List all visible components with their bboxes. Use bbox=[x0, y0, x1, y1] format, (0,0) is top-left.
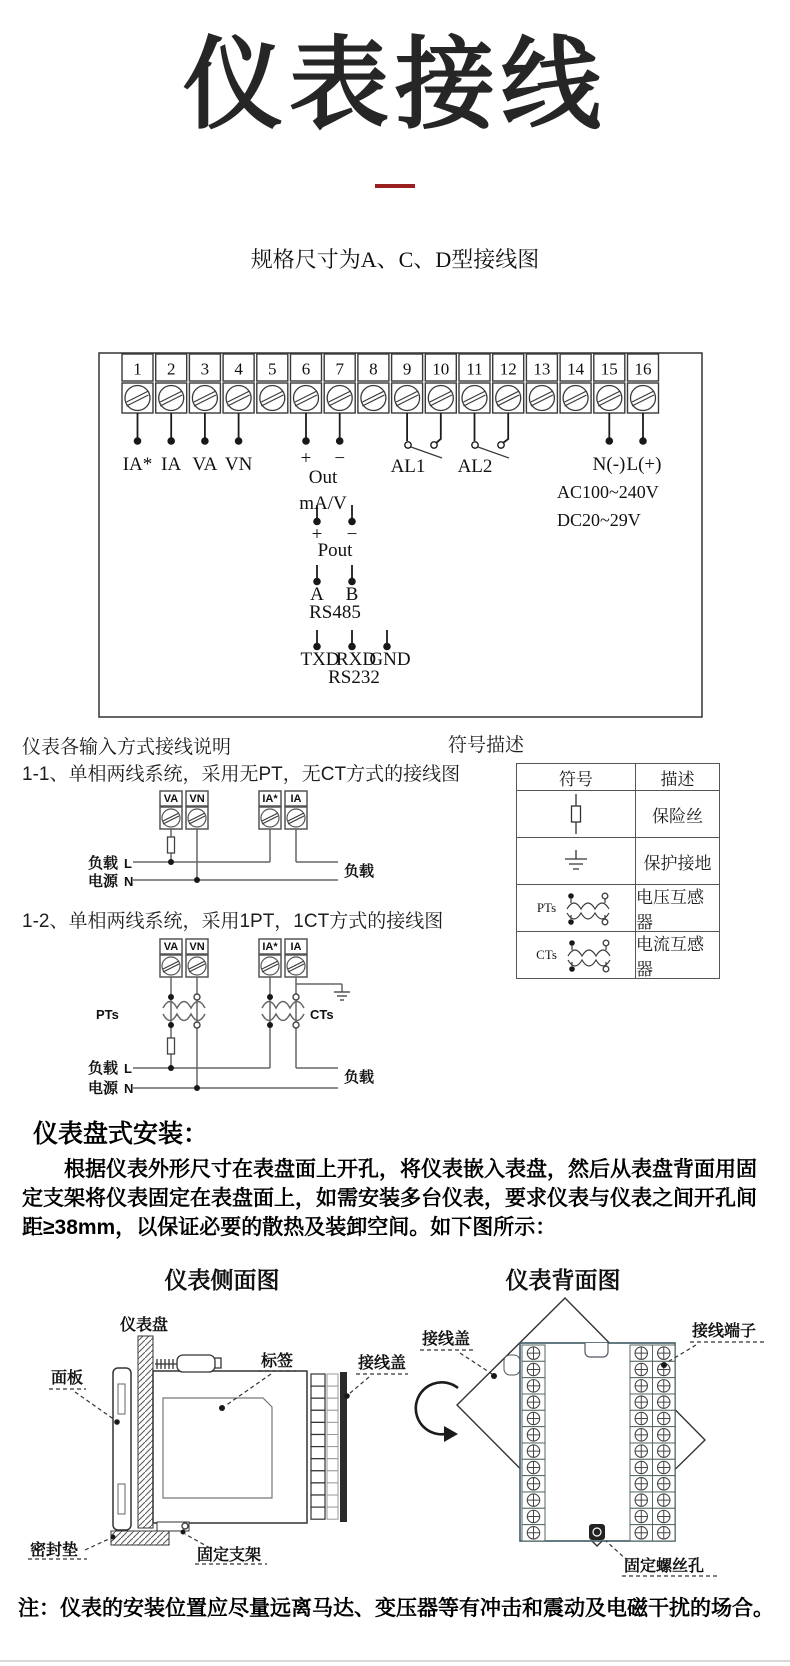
svg-text:VN: VN bbox=[189, 941, 205, 953]
side-view-title: 仪表侧面图 bbox=[164, 1268, 280, 1293]
mini-terminal-ia-star bbox=[259, 939, 281, 977]
desc-fuse: 保险丝 bbox=[652, 806, 703, 826]
bottom-rule bbox=[0, 1660, 790, 1662]
svg-text:IA*: IA* bbox=[262, 941, 278, 953]
label-front-panel: 面板 bbox=[50, 1370, 84, 1387]
diagram-1-2-title: 1-2、单相两线系统，采用1PT，1CT方式的接线图 bbox=[22, 911, 444, 932]
subtitle: 规格尺寸为A、C、D型接线图 bbox=[250, 247, 540, 272]
panel-board bbox=[138, 1336, 153, 1528]
terminal-wiring-diagram bbox=[98, 352, 703, 718]
mini-label-vn: VN bbox=[189, 793, 205, 805]
desc-pt: 电压互感器 bbox=[636, 888, 704, 932]
label-al1: AL1 bbox=[390, 456, 426, 477]
label-rxd: RXD bbox=[335, 649, 377, 670]
label-panel-board: 仪表盘 bbox=[119, 1317, 169, 1334]
symbol-section-title: 符号描述 bbox=[448, 735, 525, 756]
symbol-table bbox=[516, 763, 720, 979]
terminal-10 bbox=[425, 354, 456, 413]
label-out: Out bbox=[308, 467, 338, 488]
terminal-1 bbox=[122, 354, 153, 413]
label-gnd: GND bbox=[369, 649, 411, 670]
header-description: 描述 bbox=[660, 769, 695, 789]
table-row-ct bbox=[517, 931, 719, 978]
terminal-number: 13 bbox=[533, 359, 551, 379]
label-line-l: L bbox=[124, 1061, 132, 1076]
label-rs485-b: B bbox=[345, 584, 359, 605]
mini-label-ia-star: IA* bbox=[262, 793, 278, 805]
label-terminal-cover: 接线盖 bbox=[357, 1355, 407, 1372]
ct-transformer-icon bbox=[262, 994, 304, 1028]
terminal-13 bbox=[526, 354, 557, 413]
mini-terminal-ia bbox=[285, 791, 307, 829]
input-methods-title: 仪表各输入方式接线说明 bbox=[22, 737, 232, 758]
label-pout-minus: − bbox=[346, 524, 358, 545]
terminal-number: 7 bbox=[335, 359, 344, 379]
fuse-icon bbox=[168, 837, 175, 853]
mini-label-va: VA bbox=[163, 793, 179, 805]
label-load-right: 负载 bbox=[344, 863, 375, 880]
desc-earth: 保护接地 bbox=[643, 853, 712, 873]
protective-earth-icon bbox=[562, 850, 590, 872]
desc-ct: 电流互感器 bbox=[636, 935, 704, 979]
install-heading: 仪表盘式安装： bbox=[33, 1120, 209, 1148]
terminal-5 bbox=[257, 354, 288, 413]
label-rs232: RS232 bbox=[328, 667, 380, 688]
label-source: 电源 bbox=[88, 1080, 119, 1097]
fuse-icon bbox=[566, 794, 586, 834]
terminal-number: 16 bbox=[634, 359, 652, 379]
label-line-n: N bbox=[124, 1081, 134, 1096]
title-accent-rule bbox=[375, 184, 415, 188]
label-tag: 标签 bbox=[260, 1353, 294, 1370]
terminal-9 bbox=[392, 354, 423, 413]
rotate-arrow-icon bbox=[416, 1382, 458, 1434]
terminal-7 bbox=[324, 354, 355, 413]
mini-terminal-ia bbox=[285, 939, 307, 977]
label-cts: CTs bbox=[536, 947, 557, 962]
label-pts: PTs bbox=[536, 900, 557, 915]
label-al2: AL2 bbox=[457, 456, 493, 477]
label-pout: Pout bbox=[317, 540, 353, 561]
back-view-diagram bbox=[398, 1293, 790, 1598]
terminal-number: 15 bbox=[600, 359, 618, 379]
back-view-title: 仪表背面图 bbox=[505, 1268, 621, 1293]
label-out-minus: − bbox=[334, 448, 346, 469]
diagram-1-1-title: 1-1、单相两线系统，采用无PT，无CT方式的接线图 bbox=[22, 764, 461, 785]
al2-contact-icon bbox=[472, 413, 509, 458]
page-title: 仪表接线 bbox=[183, 29, 607, 141]
terminal-number: 14 bbox=[567, 359, 585, 379]
terminal-number: 10 bbox=[432, 359, 450, 379]
header-symbol: 符号 bbox=[517, 764, 636, 790]
label-vn: VN bbox=[224, 454, 253, 475]
terminal-12 bbox=[493, 354, 524, 413]
terminal-number: 3 bbox=[200, 359, 210, 379]
al1-contact-icon bbox=[405, 413, 442, 458]
label-n: N(-) bbox=[592, 454, 626, 475]
label-out-plus: + bbox=[300, 448, 312, 469]
mini-terminal-vn bbox=[186, 791, 208, 829]
label-terminals: 接线端子 bbox=[692, 1323, 757, 1340]
label-source: 电源 bbox=[88, 873, 119, 890]
terminal-4 bbox=[223, 354, 254, 413]
terminal-number: 12 bbox=[499, 359, 517, 379]
terminal-strip bbox=[122, 354, 659, 413]
table-row-pt bbox=[517, 884, 719, 931]
terminal-14 bbox=[560, 354, 591, 413]
mini-terminal-ia-star bbox=[259, 791, 281, 829]
terminal-8 bbox=[358, 354, 389, 413]
label-line-n: N bbox=[124, 874, 134, 889]
mini-terminal-va bbox=[160, 791, 182, 829]
label-dc-range: DC20~29V bbox=[557, 510, 641, 530]
terminal-number: 2 bbox=[166, 359, 176, 379]
label-va: VA bbox=[192, 454, 218, 475]
top-tab bbox=[585, 1343, 608, 1357]
bracket-screw-icon bbox=[155, 1355, 221, 1372]
label-bracket: 固定支架 bbox=[197, 1547, 262, 1564]
terminal-number: 8 bbox=[369, 359, 378, 379]
protective-earth-icon bbox=[334, 992, 350, 1000]
label-load-left: 负载 bbox=[88, 855, 119, 872]
wiring-diagram-1pt-1ct bbox=[60, 938, 400, 1103]
label-gasket: 密封垫 bbox=[30, 1542, 79, 1559]
label-line-l: L bbox=[124, 856, 132, 871]
symbol-table-header bbox=[517, 764, 719, 790]
fuse-icon bbox=[168, 1038, 175, 1054]
fixing-screw bbox=[589, 1524, 605, 1540]
front-panel-notch bbox=[118, 1384, 125, 1414]
label-pout-plus: + bbox=[311, 524, 323, 545]
terminal-number: 6 bbox=[301, 359, 311, 379]
mini-terminal-vn bbox=[186, 939, 208, 977]
terminal-2 bbox=[156, 354, 187, 413]
mini-terminal-va bbox=[160, 939, 182, 977]
wiring-leads bbox=[134, 413, 647, 650]
label-terminal-cover: 接线盖 bbox=[422, 1331, 471, 1348]
terminal-number: 11 bbox=[466, 359, 483, 379]
terminal-number: 9 bbox=[402, 359, 412, 379]
label-ia-star: IA* bbox=[122, 454, 153, 475]
front-panel-notch bbox=[118, 1484, 125, 1514]
terminal-3 bbox=[189, 354, 220, 413]
terminal-15 bbox=[594, 354, 625, 413]
svg-text:IA: IA bbox=[290, 941, 302, 953]
transformer-icon bbox=[561, 890, 615, 926]
label-txd: TXD bbox=[300, 649, 340, 670]
label-ia: IA bbox=[161, 454, 182, 475]
terminal-number: 5 bbox=[268, 359, 277, 379]
terminal-number: 4 bbox=[234, 359, 243, 379]
label-l: L(+) bbox=[626, 454, 662, 475]
terminal-number: 1 bbox=[133, 359, 142, 379]
side-terminal-cells bbox=[311, 1374, 338, 1519]
side-view-diagram bbox=[25, 1298, 407, 1583]
mini-label-ia: IA bbox=[290, 793, 302, 805]
terminal-11 bbox=[459, 354, 490, 413]
table-row-fuse bbox=[517, 790, 719, 837]
label-pts: PTs bbox=[96, 1007, 119, 1022]
terminal-6 bbox=[291, 354, 322, 413]
cover-clip bbox=[504, 1355, 520, 1375]
terminal-16 bbox=[628, 354, 659, 413]
wiring-diagram-no-pt-ct bbox=[60, 790, 400, 890]
transformer-icon bbox=[562, 937, 616, 973]
label-mav: mA/V bbox=[299, 493, 347, 514]
bottom-note: 注：仪表的安装位置应尽量远离马达、变压器等有冲击和震动及电磁干扰的场合。 bbox=[18, 1597, 774, 1620]
label-rs485: RS485 bbox=[309, 602, 361, 623]
install-paragraph: 根据仪表外形尺寸在表盘面上开孔，将仪表嵌入表盘，然后从表盘背面用固定支架将仪表固定在表盘面上，如需安装多台仪表，要求仪表与仪表之间开孔间距≥38mm，以保证必要的散热及装卸空间。如下图所示： bbox=[22, 1158, 757, 1239]
label-screw-hole: 固定螺丝孔 bbox=[624, 1558, 705, 1575]
label-ac-range: AC100~240V bbox=[557, 482, 659, 502]
table-row-earth bbox=[517, 837, 719, 884]
pt-transformer-icon bbox=[163, 994, 205, 1028]
label-cts: CTs bbox=[310, 1007, 334, 1022]
sealing-gasket bbox=[111, 1531, 169, 1545]
label-load-right: 负载 bbox=[344, 1069, 375, 1086]
tag-area bbox=[163, 1398, 272, 1498]
label-load-left: 负载 bbox=[88, 1060, 119, 1077]
label-rs485-a: A bbox=[310, 584, 324, 605]
svg-text:VA: VA bbox=[163, 941, 179, 953]
